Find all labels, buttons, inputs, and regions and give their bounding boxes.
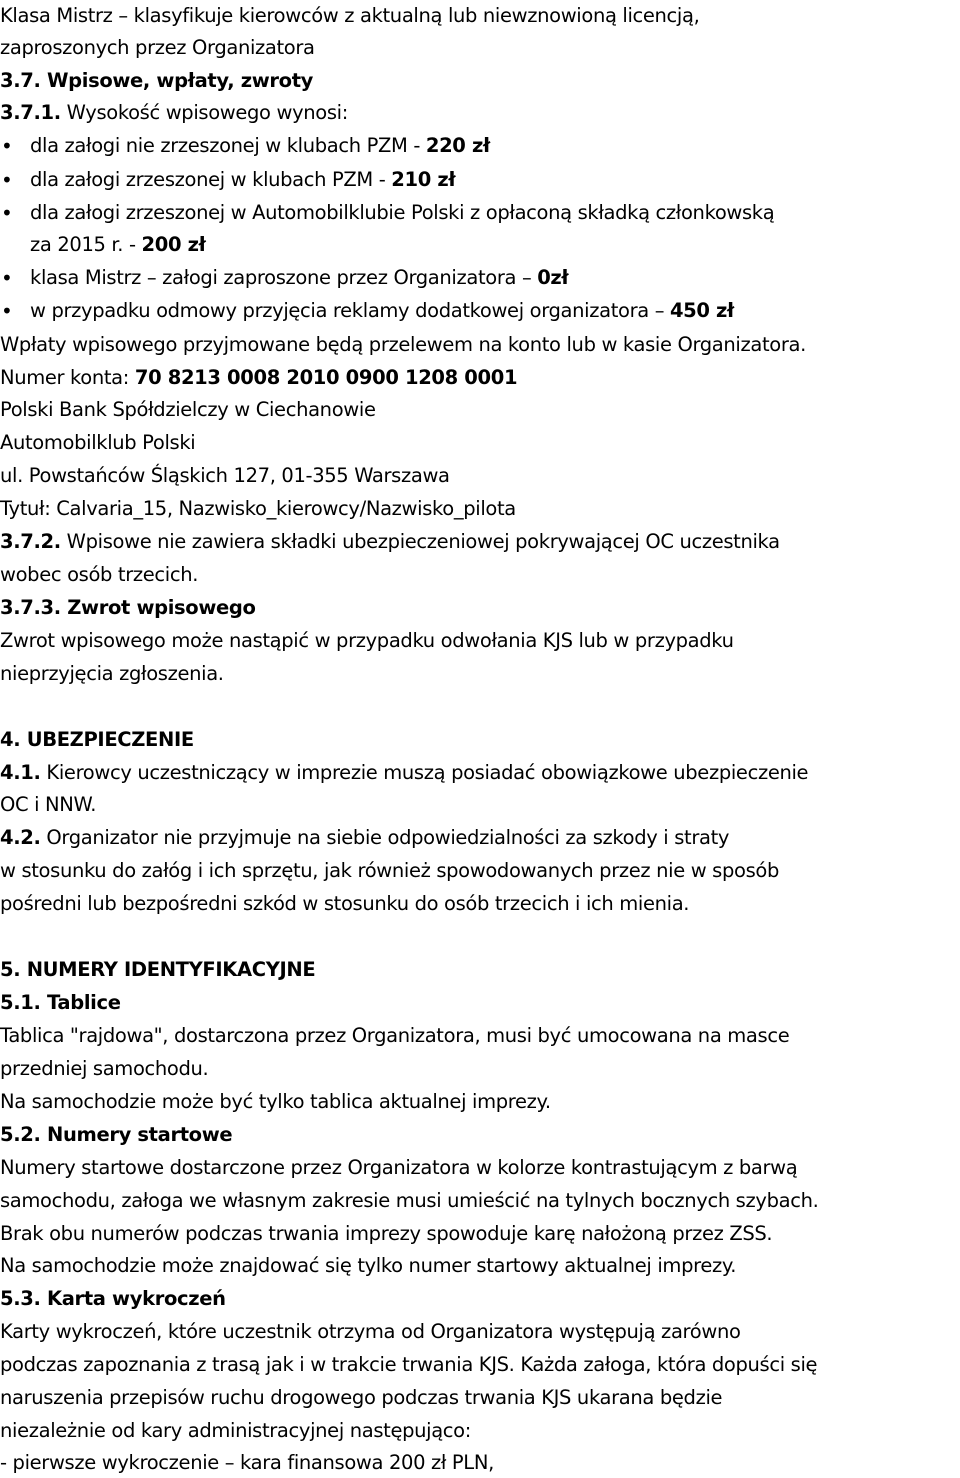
text-line: przedniej samochodu. <box>0 1057 209 1080</box>
fee-list-item: • klasa Mistrz – załogi zaproszone przez Organizatora – 0zł <box>30 264 568 292</box>
text-line: 3.7.2. Wpisowe nie zawiera składki ubezpieczeniowej pokrywającej OC uczestnika <box>0 530 780 553</box>
text-line: ul. Powstańców Śląskich 127, 01-355 Warszawa <box>0 464 450 487</box>
section-heading: 3.7.3. Zwrot wpisowego <box>0 596 256 619</box>
text-line: wobec osób trzecich. <box>0 563 199 586</box>
text-line: nieprzyjęcia zgłoszenia. <box>0 662 224 685</box>
text-line: Wpłaty wpisowego przyjmowane będą przelewem na konto lub w kasie Organizatora. <box>0 333 806 356</box>
section-heading: 3.7. Wpisowe, wpłaty, zwroty <box>0 69 314 92</box>
text-line: Tytuł: Calvaria_15, Nazwisko_kierowcy/Nazwisko_pilota <box>0 497 516 520</box>
section-heading: 5. NUMERY IDENTYFIKACYJNE <box>0 958 316 981</box>
text-line: zaproszonych przez Organizatora <box>0 36 315 59</box>
text-line: Karty wykroczeń, które uczestnik otrzyma od Organizatora występują zarówno <box>0 1320 741 1343</box>
text-line: niezależnie od kary administracyjnej następująco: <box>0 1419 471 1442</box>
text-line: 4.1. Kierowcy uczestniczący w imprezie muszą posiadać obowiązkowe ubezpieczenie <box>0 761 809 784</box>
text-line: Na samochodzie może być tylko tablica aktualnej imprezy. <box>0 1090 551 1113</box>
text-line: za 2015 r. - 200 zł <box>30 233 206 256</box>
fee-list-item: • w przypadku odmowy przyjęcia reklamy dodatkowej organizatora – 450 zł <box>30 297 734 325</box>
section-heading: 4. UBEZPIECZENIE <box>0 728 194 751</box>
text-line: Automobilklub Polski <box>0 431 196 454</box>
text-line: Numery startowe dostarczone przez Organizatora w kolorze kontrastującym z barwą <box>0 1156 798 1179</box>
text-line: 3.7.1. Wysokość wpisowego wynosi: <box>0 101 348 124</box>
text-line: Klasa Mistrz – klasyfikuje kierowców z aktualną lub niewznowioną licencją, <box>0 4 700 27</box>
fee-list-item: • dla załogi zrzeszonej w klubach PZM - 210 zł <box>30 166 455 194</box>
text-line: Brak obu numerów podczas trwania imprezy spowoduje karę nałożoną przez ZSS. <box>0 1222 773 1245</box>
section-heading: 5.2. Numery startowe <box>0 1123 233 1146</box>
section-heading: 5.1. Tablice <box>0 991 121 1014</box>
text-line: naruszenia przepisów ruchu drogowego podczas trwania KJS ukarana będzie <box>0 1386 723 1409</box>
text-line: 4.2. Organizator nie przyjmuje na siebie odpowiedzialności za szkody i straty <box>0 826 730 849</box>
section-heading: 5.3. Karta wykroczeń <box>0 1287 226 1310</box>
text-line: Polski Bank Spółdzielczy w Ciechanowie <box>0 398 376 421</box>
text-line: - pierwsze wykroczenie – kara finansowa 200 zł PLN, <box>0 1451 494 1474</box>
text-line: w stosunku do załóg i ich sprzętu, jak również spowodowanych przez nie w sposób <box>0 859 779 882</box>
fee-list-item: • dla załogi nie zrzeszonej w klubach PZM - 220 zł <box>30 132 490 160</box>
text-line: Na samochodzie może znajdować się tylko numer startowy aktualnej imprezy. <box>0 1254 737 1277</box>
text-line: pośredni lub bezpośredni szkód w stosunku do osób trzecich i ich mienia. <box>0 892 690 915</box>
text-line: Tablica "rajdowa", dostarczona przez Organizatora, musi być umocowana na masce <box>0 1024 790 1047</box>
fee-list-item: • dla załogi zrzeszonej w Automobilklubie Polski z opłaconą składką członkowską <box>30 199 774 227</box>
text-line: Zwrot wpisowego może nastąpić w przypadku odwołania KJS lub w przypadku <box>0 629 734 652</box>
account-number-line: Numer konta: 70 8213 0008 2010 0900 1208 0001 <box>0 366 518 389</box>
text-line: OC i NNW. <box>0 793 97 816</box>
text-line: podczas zapoznania z trasą jak i w trakcie trwania KJS. Każda załoga, która dopuści się <box>0 1353 818 1376</box>
text-line: samochodu, załoga we własnym zakresie musi umieścić na tylnych bocznych szybach. <box>0 1189 819 1212</box>
